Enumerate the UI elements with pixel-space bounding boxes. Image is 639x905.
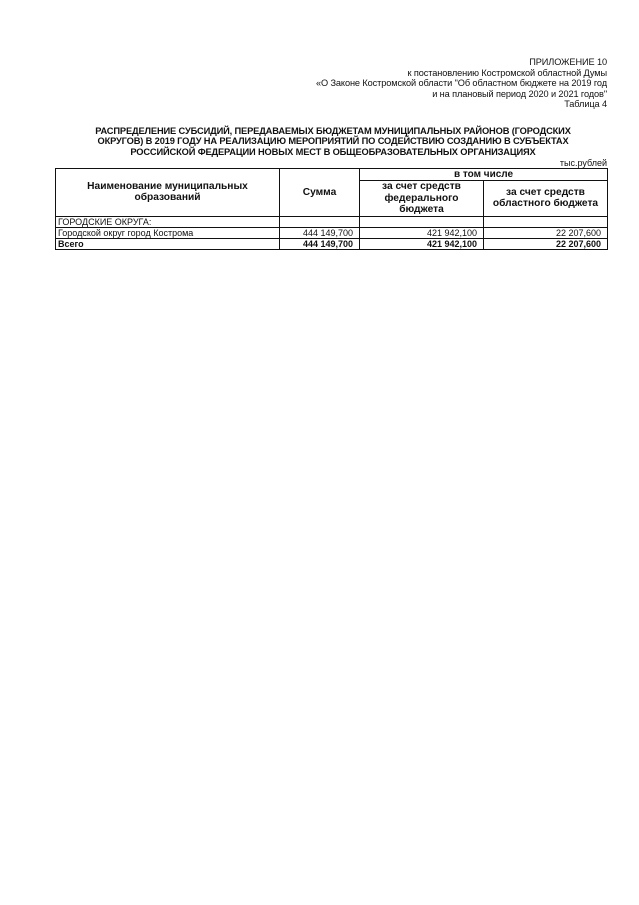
document-title (70, 126, 596, 157)
units-label: тыс.рублей (559, 158, 607, 168)
header-federal-column: за счет средств федерального бюджета (360, 181, 484, 217)
section-cell-empty (484, 216, 608, 227)
header-name-column: Наименование муниципальных образований (56, 169, 280, 217)
section-label: ГОРОДСКИЕ ОКРУГА: (56, 216, 280, 227)
section-row (56, 216, 608, 227)
appendix-header (316, 57, 607, 110)
row-name: Городской округ город Кострома (56, 227, 280, 238)
table-label: Таблица 4 (564, 99, 607, 110)
header-regional-column: за счет средств областного бюджета (484, 181, 608, 217)
section-cell-empty (360, 216, 484, 227)
subsidy-table (55, 168, 608, 250)
header-sum-column: Сумма (280, 169, 360, 217)
section-cell-empty (280, 216, 360, 227)
table-row (56, 227, 608, 238)
title-line-2: ОКРУГОВ) В 2019 ГОДУ НА РЕАЛИЗАЦИЮ МЕРОПРИЯТИЙ ПО СОДЕЙСТВИЮ СОЗДАНИЮ В СУБЪЕКТАХ (97, 136, 569, 147)
row-regional: 22 207,600 (484, 227, 608, 238)
total-sum: 444 149,700 (280, 238, 360, 249)
row-federal: 421 942,100 (360, 227, 484, 238)
title-line-3: РОССИЙСКОЙ ФЕДЕРАЦИИ НОВЫХ МЕСТ В ОБЩЕОБРАЗОВАТЕЛЬНЫХ ОРГАНИЗАЦИЯХ (130, 146, 536, 157)
appendix-line-3: и на плановый период 2020 и 2021 годов" (432, 88, 607, 99)
appendix-line-2: «О Законе Костромской области "Об областном бюджете на 2019 год (315, 78, 607, 89)
header-group-column: в том числе (360, 169, 608, 181)
total-name: Всего (56, 238, 280, 249)
total-regional: 22 207,600 (484, 238, 608, 249)
total-federal: 421 942,100 (360, 238, 484, 249)
appendix-line-1: к постановлению Костромской областной Думы (407, 67, 607, 78)
total-row (56, 238, 608, 249)
row-sum: 444 149,700 (280, 227, 360, 238)
title-line-1: РАСПРЕДЕЛЕНИЕ СУБСИДИЙ, ПЕРЕДАВАЕМЫХ БЮДЖЕТАМ МУНИЦИПАЛЬНЫХ РАЙОНОВ (ГОРОДСКИХ (95, 126, 571, 136)
appendix-number: ПРИЛОЖЕНИЕ 10 (529, 57, 607, 67)
